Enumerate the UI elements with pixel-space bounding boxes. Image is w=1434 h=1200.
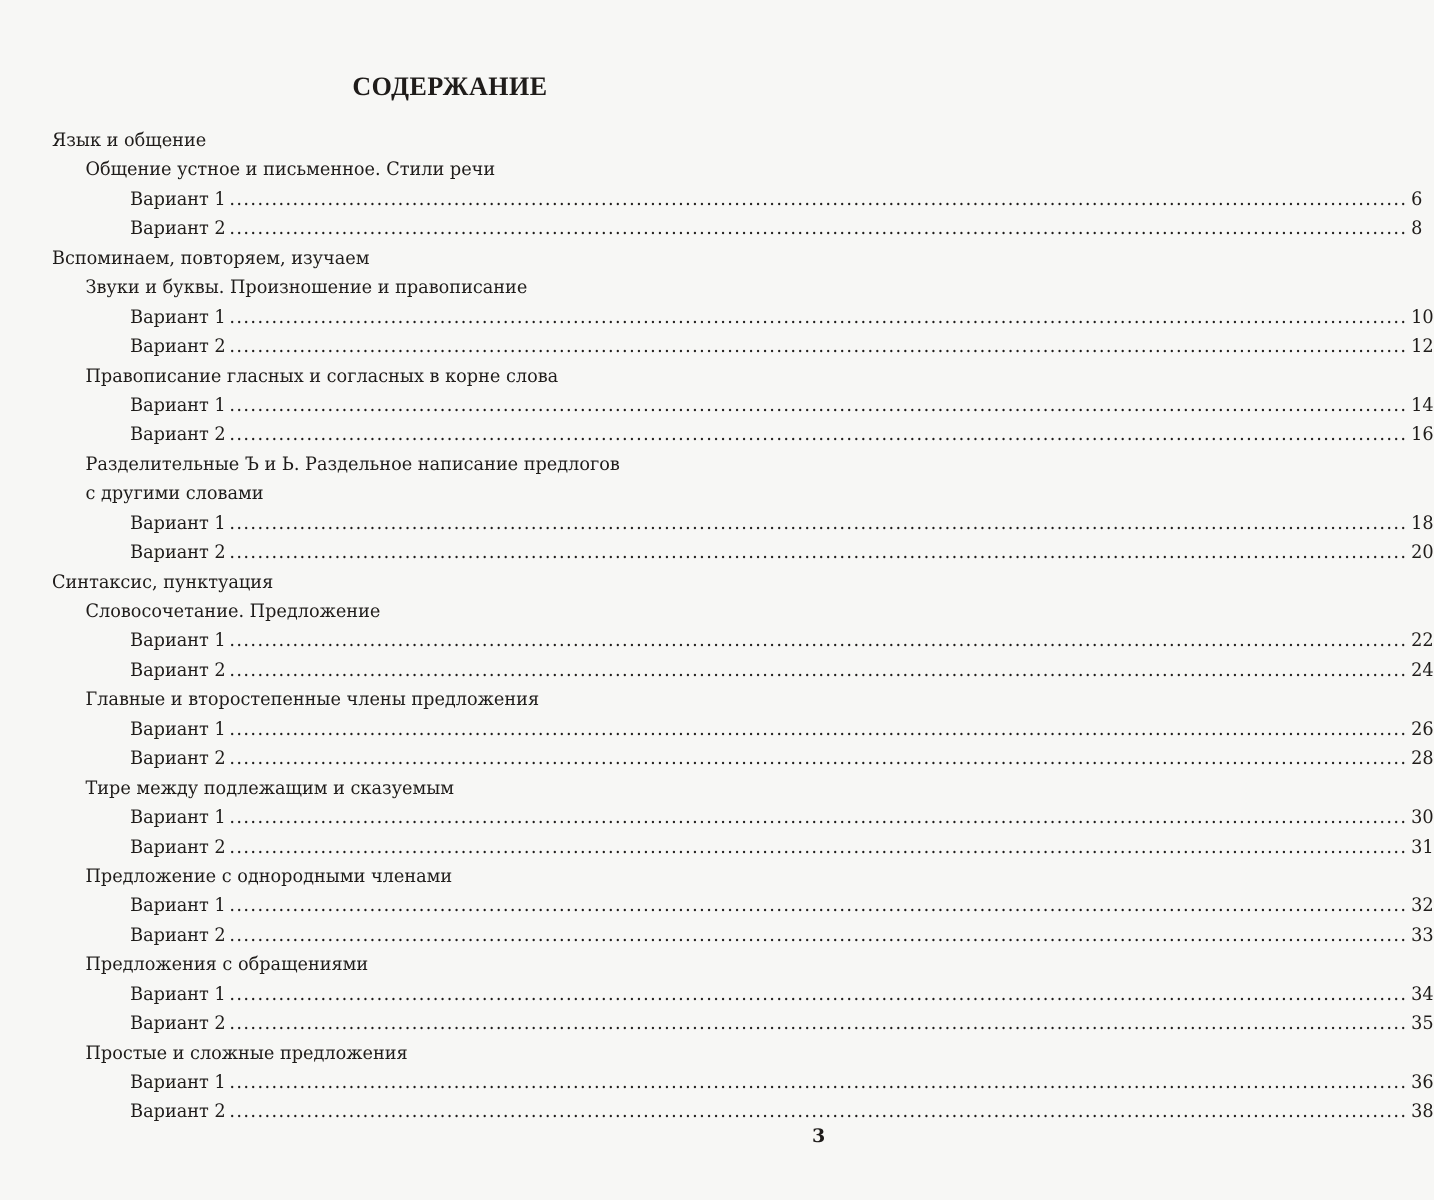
topic-heading: Главные и второстепенные члены предложения (85, 688, 540, 711)
entry-page-number: 20 (1411, 541, 1434, 564)
entry-page-number: 18 (1411, 511, 1434, 534)
toc-entry[interactable] (52, 803, 1434, 832)
entry-page-number: 28 (1411, 747, 1434, 770)
entry-page-number: 14 (1411, 393, 1434, 416)
page-number: 3 (812, 1125, 826, 1147)
entry-page-number: 22 (1411, 629, 1434, 652)
entry-page-number: 32 (1411, 894, 1434, 917)
page-title: СОДЕРЖАНИЕ (352, 72, 548, 101)
entry-label: Вариант 1 (130, 187, 226, 210)
entry-page-number: 36 (1411, 1071, 1434, 1093)
toc-entry[interactable] (52, 1097, 1434, 1126)
entry-page-number: 34 (1411, 982, 1434, 1005)
dot-leader (229, 803, 1407, 832)
toc-entry[interactable] (52, 626, 1434, 655)
dot-leader (229, 1009, 1407, 1038)
toc-entry[interactable] (52, 303, 1434, 332)
dot-leader (229, 332, 1407, 361)
toc-entry[interactable] (52, 332, 1434, 361)
topic-heading-continued: с другими словами (85, 482, 264, 505)
entry-page-number: 30 (1411, 806, 1434, 829)
dot-leader (229, 391, 1407, 420)
section-heading: Вспоминаем, повторяем, изучаем (52, 246, 370, 269)
toc-entry[interactable] (52, 744, 1434, 773)
entry-label: Вариант 1 (130, 894, 226, 917)
entry-label: Вариант 1 (130, 982, 226, 1005)
dot-leader (229, 538, 1407, 567)
toc-entry[interactable] (52, 656, 1434, 685)
entry-label: Вариант 2 (130, 217, 226, 240)
dot-leader (229, 185, 1407, 214)
entry-label: Вариант 1 (130, 1071, 226, 1093)
dot-leader (229, 420, 1407, 449)
entry-label: Вариант 2 (130, 541, 226, 564)
topic-heading: Тире между подлежащим и сказуемым (85, 776, 455, 799)
entry-label: Вариант 1 (130, 806, 226, 829)
entry-label: Вариант 2 (130, 747, 226, 770)
topic-heading: Правописание гласных и согласных в корне слова (85, 364, 559, 387)
topic-heading: Предложение с однородными членами (85, 864, 453, 887)
toc-entry[interactable] (52, 980, 1434, 1009)
toc-entry[interactable] (52, 921, 1434, 950)
dot-leader (229, 744, 1407, 773)
entry-label: Вариант 1 (130, 511, 226, 534)
toc-entry[interactable] (52, 538, 1434, 567)
entry-label: Вариант 1 (130, 393, 226, 416)
toc-entry[interactable] (52, 391, 1434, 420)
topic-heading: Словосочетание. Предложение (85, 600, 381, 622)
entry-label: Вариант 2 (130, 835, 226, 858)
topic-heading: Разделительные Ъ и Ь. Раздельное написание предлогов (85, 452, 620, 475)
toc-entry[interactable] (52, 509, 1434, 538)
section-heading: Язык и общение (52, 129, 207, 151)
entry-page-number: 10 (1411, 305, 1434, 328)
toc-entry[interactable] (52, 715, 1434, 744)
dot-leader (229, 833, 1407, 862)
dot-leader (229, 1097, 1407, 1126)
entry-label: Вариант 1 (130, 717, 226, 740)
dot-leader (229, 921, 1407, 950)
dot-leader (229, 509, 1407, 538)
toc-entry[interactable] (52, 1009, 1434, 1038)
dot-leader (229, 214, 1407, 243)
topic-heading: Предложения с обращениями (85, 953, 369, 976)
entry-label: Вариант 2 (130, 335, 226, 358)
toc-entry[interactable] (52, 833, 1434, 862)
toc-entry[interactable] (52, 185, 1423, 214)
toc-entry[interactable] (52, 891, 1434, 920)
entry-label: Вариант 1 (130, 305, 226, 328)
dot-leader (229, 626, 1407, 655)
dot-leader (229, 980, 1407, 1009)
dot-leader (229, 891, 1407, 920)
entry-page-number: 8 (1411, 217, 1423, 240)
entry-label: Вариант 2 (130, 658, 226, 681)
topic-heading: Простые и сложные предложения (85, 1041, 408, 1064)
entry-page-number: 6 (1411, 187, 1423, 210)
entry-label: Вариант 1 (130, 629, 226, 652)
dot-leader (229, 715, 1407, 744)
toc-entry[interactable] (52, 1068, 1434, 1097)
entry-page-number: 16 (1411, 423, 1434, 446)
entry-label: Вариант 2 (130, 1012, 226, 1035)
entry-page-number: 26 (1411, 717, 1434, 740)
toc-entry[interactable] (52, 420, 1434, 449)
entry-label: Вариант 2 (130, 423, 226, 446)
entry-page-number: 38 (1411, 1100, 1434, 1123)
dot-leader (229, 303, 1407, 332)
entry-page-number: 31 (1411, 835, 1434, 858)
entry-page-number: 33 (1411, 923, 1434, 946)
section-heading: Синтаксис, пунктуация (52, 570, 274, 593)
table-of-contents (52, 126, 1434, 1127)
toc-entry[interactable] (52, 214, 1423, 243)
entry-label: Вариант 2 (130, 923, 226, 946)
entry-page-number: 35 (1411, 1012, 1434, 1035)
entry-page-number: 12 (1411, 335, 1434, 358)
entry-page-number: 24 (1411, 658, 1434, 681)
dot-leader (229, 656, 1407, 685)
topic-heading: Общение устное и письменное. Стили речи (85, 158, 496, 181)
dot-leader (229, 1068, 1407, 1097)
topic-heading: Звуки и буквы. Произношение и правописание (85, 276, 528, 299)
entry-label: Вариант 2 (130, 1100, 226, 1123)
